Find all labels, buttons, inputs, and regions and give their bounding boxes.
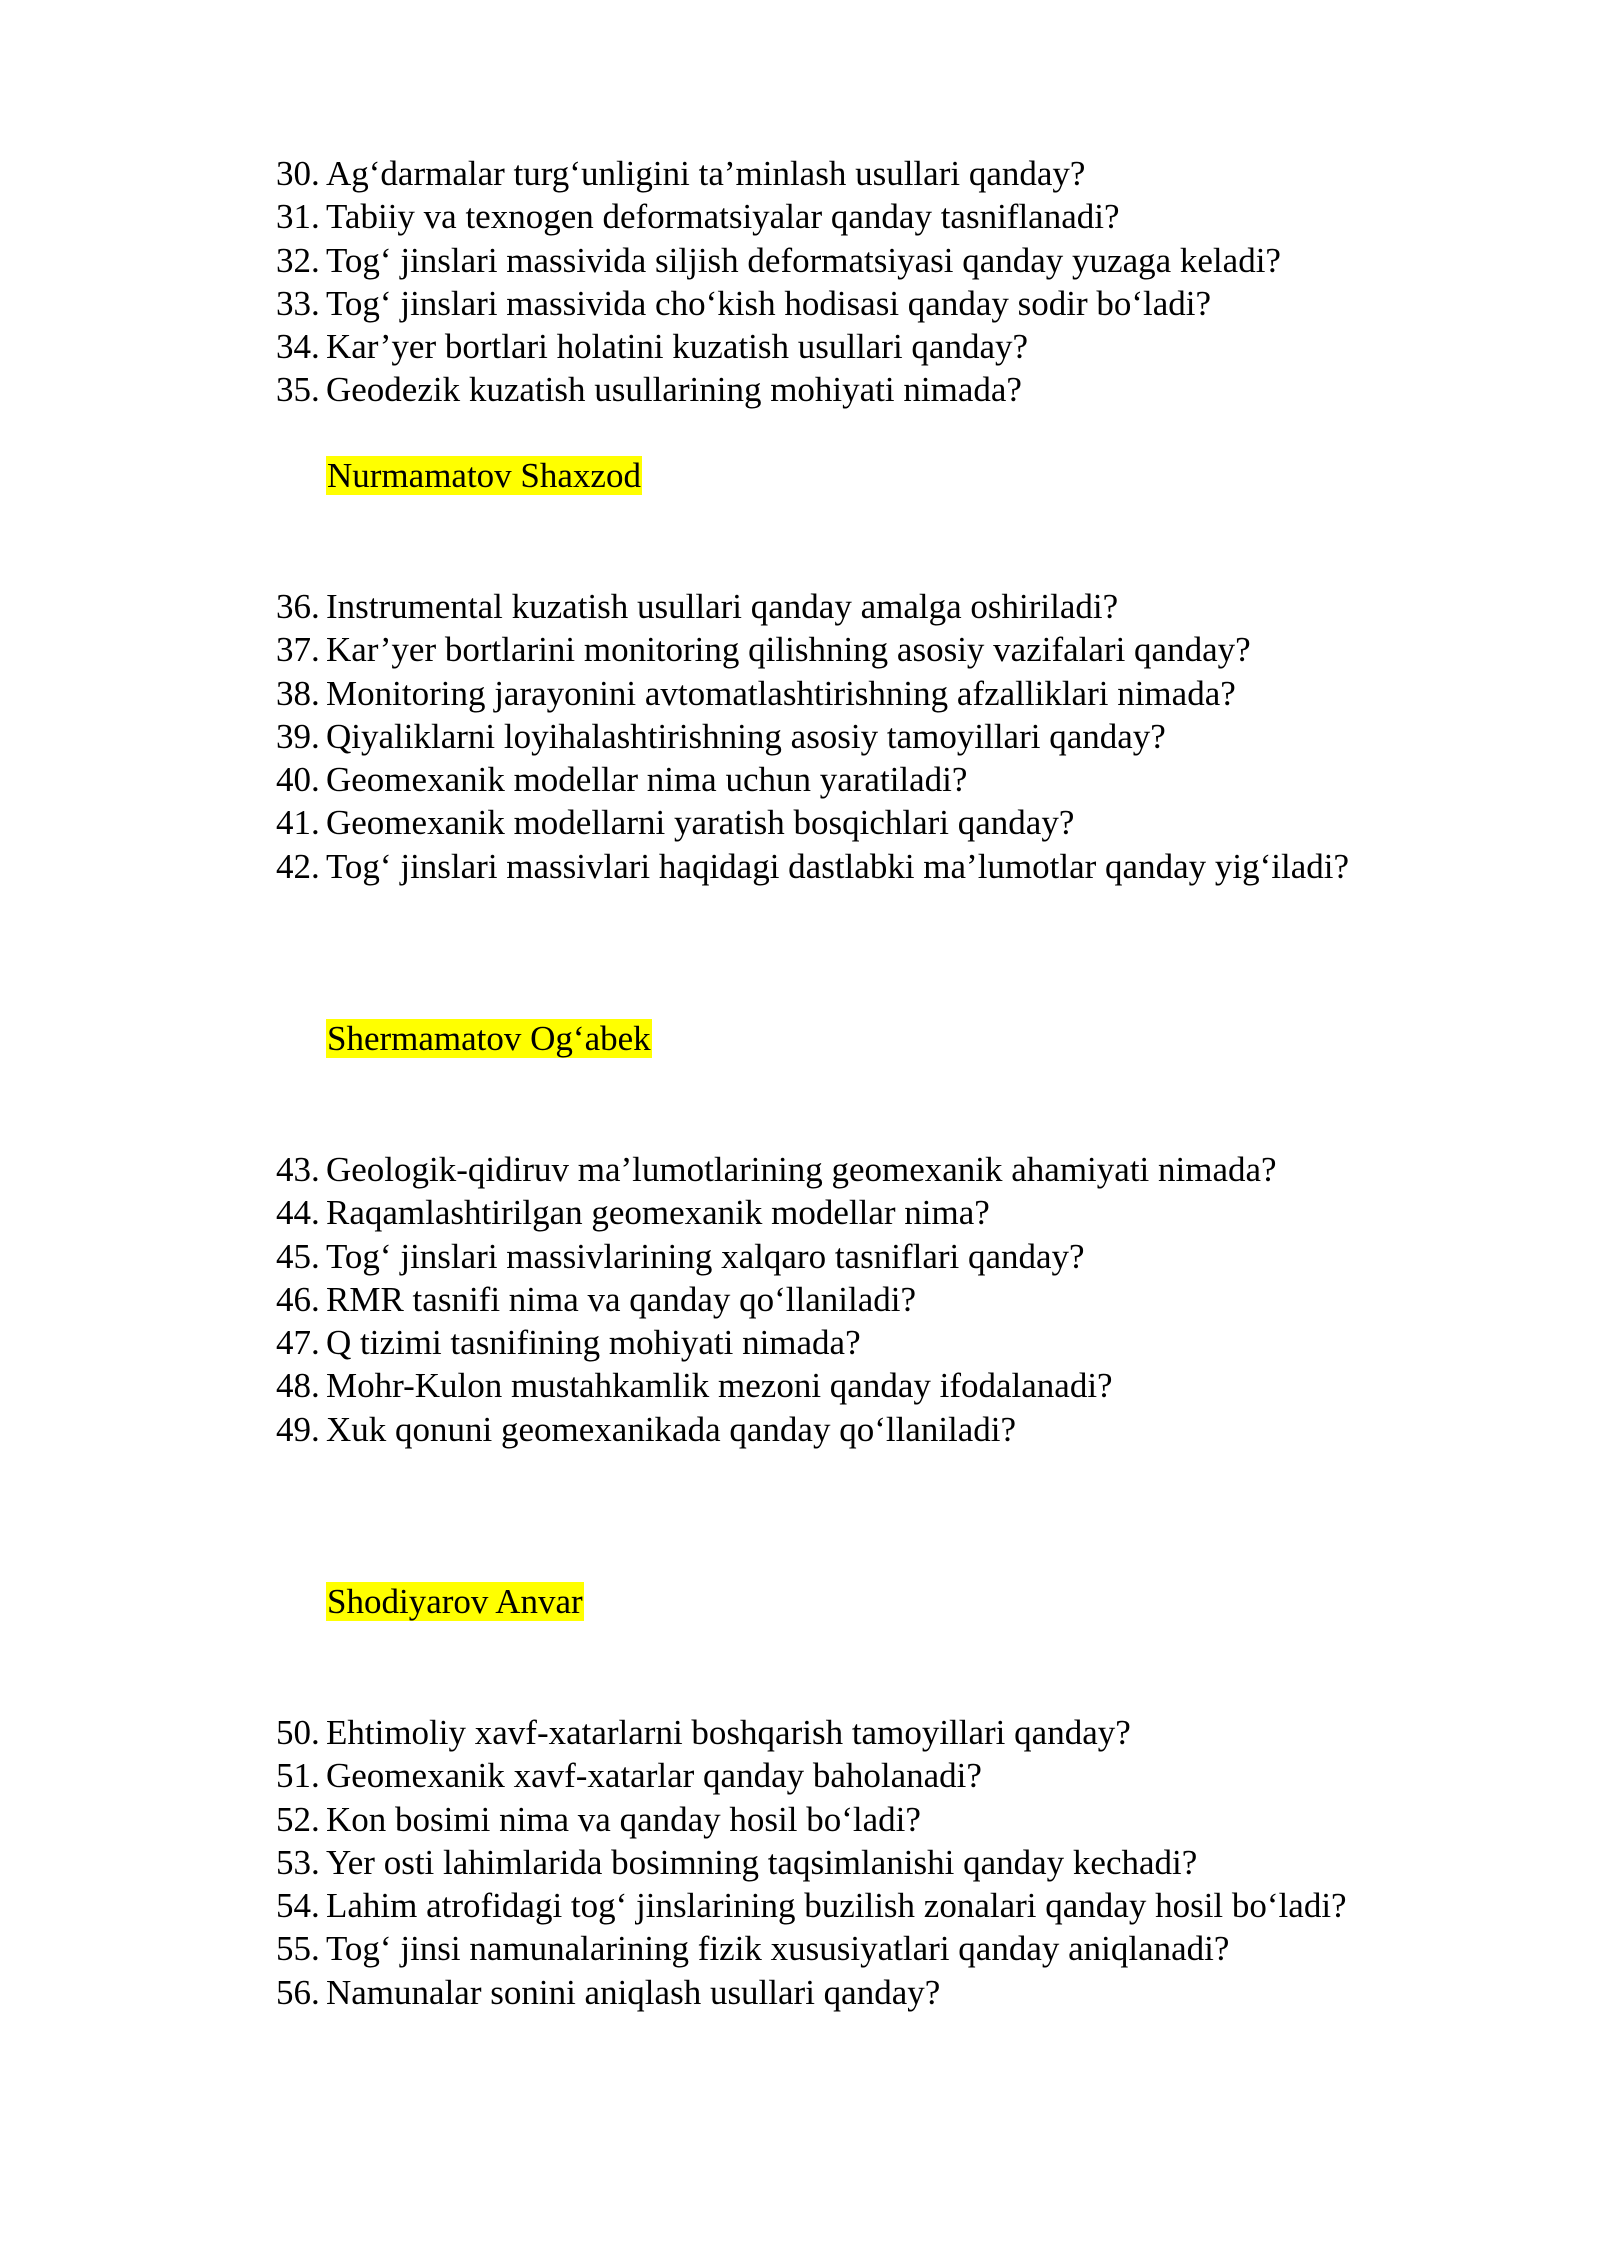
list-item <box>0 1841 1600 1884</box>
student-name: Shodiyarov Anvar <box>327 1582 583 1621</box>
question-number: 51. <box>276 1756 320 1796</box>
question-text: Ag‘darmalar turg‘unligini ta’minlash usullari qanday? <box>326 154 1086 193</box>
list-item <box>0 1711 1600 1754</box>
question-number: 42. <box>276 846 320 886</box>
question-text: Mohr-Kulon mustahkamlik mezoni qanday ifodalanadi? <box>326 1366 1113 1406</box>
question-number: 30. <box>276 154 320 193</box>
list-item <box>0 1884 1600 1927</box>
question-list <box>0 1711 1600 2014</box>
question-list <box>0 1148 1600 1451</box>
list-item <box>0 1408 1600 1451</box>
question-number: 56. <box>276 1972 320 2012</box>
student-name: Shermamatov Og‘abek <box>327 1019 651 1058</box>
question-text: Tog‘ jinslari massivida cho‘kish hodisasi qanday sodir bo‘ladi? <box>326 283 1212 323</box>
question-text: Xuk qonuni geomexanikada qanday qo‘llaniladi? <box>326 1409 1017 1449</box>
question-number: 43. <box>276 1150 320 1189</box>
question-number: 54. <box>276 1886 320 1926</box>
question-number: 31. <box>276 197 320 237</box>
question-text: Instrumental kuzatish usullari qanday amalga oshiriladi? <box>326 587 1119 626</box>
question-list <box>0 152 1600 412</box>
question-number: 32. <box>276 240 320 280</box>
student-name-heading <box>326 1580 584 1623</box>
question-text: Tog‘ jinslari massivlari haqidagi dastlabki ma’lumotlar qanday yig‘iladi? <box>326 846 1349 886</box>
list-item <box>0 1191 1600 1234</box>
question-text: Tabiiy va texnogen deformatsiyalar qanday tasniflanadi? <box>326 197 1120 237</box>
question-text: Geomexanik modellarni yaratish bosqichlari qanday? <box>326 803 1075 843</box>
question-number: 37. <box>276 630 320 670</box>
question-number: 36. <box>276 587 320 626</box>
question-number: 49. <box>276 1409 320 1449</box>
question-number: 48. <box>276 1366 320 1406</box>
list-item <box>0 1148 1600 1191</box>
question-number: 45. <box>276 1236 320 1276</box>
question-text: Kar’yer bortlarini monitoring qilishning asosiy vazifalari qanday? <box>326 630 1251 670</box>
list-item <box>0 845 1600 888</box>
list-item <box>0 715 1600 758</box>
question-number: 39. <box>276 716 320 756</box>
question-number: 35. <box>276 370 320 410</box>
question-text: Kar’yer bortlari holatini kuzatish usullari qanday? <box>326 327 1029 367</box>
question-text: Raqamlashtirilgan geomexanik modellar nima? <box>326 1193 990 1233</box>
question-number: 44. <box>276 1193 320 1233</box>
question-text: Geomexanik modellar nima uchun yaratiladi? <box>326 760 968 800</box>
list-item <box>0 672 1600 715</box>
question-number: 52. <box>276 1799 320 1839</box>
question-text: Tog‘ jinslari massivida siljish deformatsiyasi qanday yuzaga keladi? <box>326 240 1281 280</box>
list-item <box>0 282 1600 325</box>
list-item <box>0 1321 1600 1364</box>
student-name-heading <box>326 454 642 497</box>
question-number: 53. <box>276 1842 320 1882</box>
question-text: Geologik-qidiruv ma’lumotlarining geomexanik ahamiyati nimada? <box>326 1150 1277 1189</box>
question-number: 33. <box>276 283 320 323</box>
list-item <box>0 1235 1600 1278</box>
list-item <box>0 628 1600 671</box>
question-text: Monitoring jarayonini avtomatlashtirishning afzalliklari nimada? <box>326 673 1236 713</box>
question-text: Qiyaliklarni loyihalashtirishning asosiy tamoyillari qanday? <box>326 716 1166 756</box>
question-text: RMR tasnifi nima va qanday qo‘llaniladi? <box>326 1279 917 1319</box>
question-number: 41. <box>276 803 320 843</box>
list-item <box>0 1971 1600 2014</box>
question-text: Geomexanik xavf-xatarlar qanday baholanadi? <box>326 1756 982 1796</box>
question-number: 40. <box>276 760 320 800</box>
question-list <box>0 585 1600 888</box>
question-text: Q tizimi tasnifining mohiyati nimada? <box>326 1323 861 1363</box>
list-item <box>0 195 1600 238</box>
list-item <box>0 1364 1600 1407</box>
question-number: 38. <box>276 673 320 713</box>
student-name-heading <box>326 1017 652 1060</box>
list-item <box>0 585 1600 628</box>
question-text: Kon bosimi nima va qanday hosil bo‘ladi? <box>326 1799 921 1839</box>
question-number: 47. <box>276 1323 320 1363</box>
question-text: Yer osti lahimlarida bosimning taqsimlanishi qanday kechadi? <box>326 1842 1198 1882</box>
list-item <box>0 325 1600 368</box>
question-text: Geodezik kuzatish usullarining mohiyati nimada? <box>326 370 1022 410</box>
question-text: Tog‘ jinsi namunalarining fizik xususiyatlari qanday aniqlanadi? <box>326 1929 1230 1969</box>
list-item <box>0 758 1600 801</box>
question-number: 55. <box>276 1929 320 1969</box>
question-text: Tog‘ jinslari massivlarining xalqaro tasniflari qanday? <box>326 1236 1085 1276</box>
list-item <box>0 368 1600 411</box>
list-item <box>0 152 1600 195</box>
question-number: 50. <box>276 1713 320 1752</box>
list-item <box>0 239 1600 282</box>
student-name: Nurmamatov Shaxzod <box>327 456 641 495</box>
question-number: 46. <box>276 1279 320 1319</box>
question-text: Ehtimoliy xavf-xatarlarni boshqarish tamoyillari qanday? <box>326 1713 1131 1752</box>
list-item <box>0 1278 1600 1321</box>
list-item <box>0 1927 1600 1970</box>
question-number: 34. <box>276 327 320 367</box>
list-item <box>0 1754 1600 1797</box>
list-item <box>0 1798 1600 1841</box>
list-item <box>0 801 1600 844</box>
question-text: Namunalar sonini aniqlash usullari qanday? <box>326 1972 941 2012</box>
question-text: Lahim atrofidagi tog‘ jinslarining buzilish zonalari qanday hosil bo‘ladi? <box>326 1886 1347 1926</box>
